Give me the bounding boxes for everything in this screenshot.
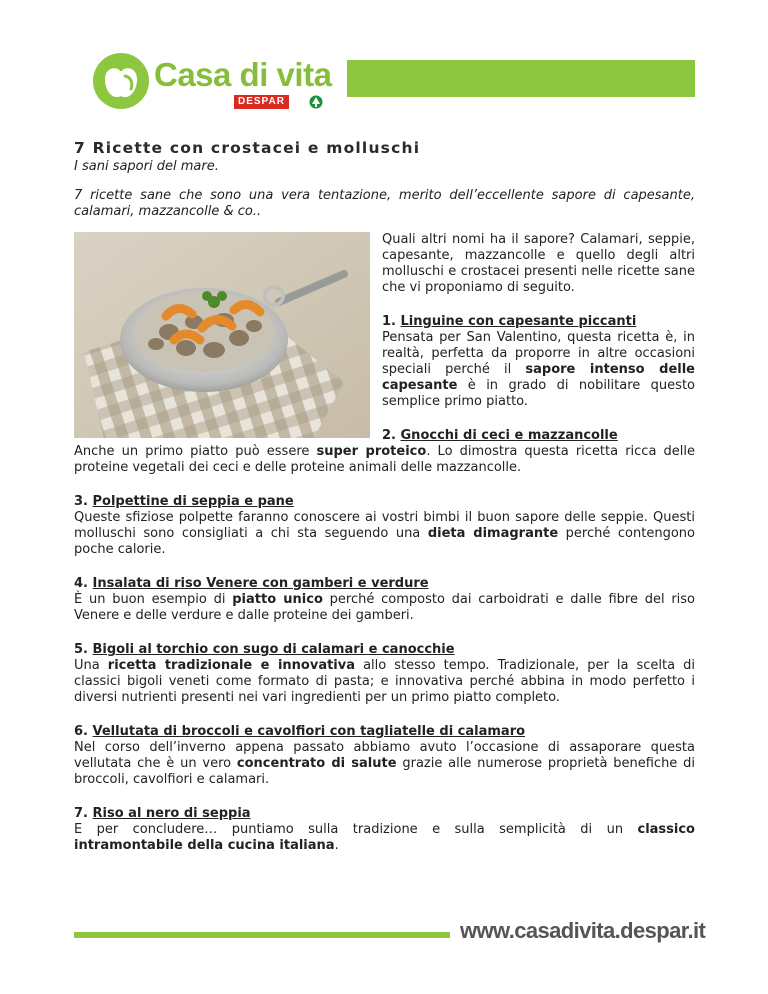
apple-icon <box>92 52 150 110</box>
despar-badge: DESPAR <box>234 95 289 109</box>
recipe-item <box>74 494 695 558</box>
brand-logo[interactable] <box>92 52 332 110</box>
seafood-dish-photo <box>74 232 370 438</box>
recipe-title[interactable]: 5. Bigoli al torchio con sugo di calamari e canocchie <box>74 642 455 657</box>
article-lead: Quali altri nomi ha il sapore? Calamari, seppie, capesante, mazzancolle e quello degli altri molluschi e crostacei presenti nelle ricette sane che vi proponiamo di seguito. <box>382 232 695 295</box>
despar-tree-icon <box>309 95 323 109</box>
recipe-item <box>74 806 695 854</box>
article-subtitle: I sani sapori del mare. <box>74 159 219 174</box>
recipe-title[interactable]: 3. Polpettine di seppia e pane <box>74 494 294 509</box>
recipe-title[interactable]: 4. Insalata di riso Venere con gamberi e verdure <box>74 576 429 591</box>
recipe-description: Nel corso dell’inverno appena passato abbiamo avuto l’occasione di assaporare questa vellutata che è un vero concentrato di salute grazie alle numerose proprietà benefiche di broccoli, cavolfiori e calamari. <box>74 740 695 787</box>
recipe-item <box>74 576 695 624</box>
footer-accent-bar <box>74 932 450 938</box>
recipe-title[interactable]: 2. Gnocchi di ceci e mazzancolle <box>382 428 618 443</box>
recipe-description: Anche un primo piatto può essere super proteico. Lo dimostra questa ricetta ricca delle proteine vegetali dei ceci e delle proteine animali delle mazzancolle. <box>74 444 696 475</box>
article-title: 7 Ricette con crostacei e molluschi <box>74 139 421 157</box>
article <box>74 138 695 854</box>
recipe-description: Pensata per San Valentino, questa ricetta è, in realtà, perfetta da proporre in altre occasioni speciali perché il sapore intenso delle capesante è in grado di nobilitare questo semplice primo piatto. <box>382 330 695 409</box>
recipe-item <box>74 724 695 788</box>
footer-url-link[interactable]: www.casadivita.despar.it <box>460 918 706 943</box>
recipe-description: È un buon esempio di piatto unico perché composto dai carboidrati e dalle fibre del riso Venere e delle verdure e dalle proteine dei gamberi. <box>74 592 696 623</box>
recipe-title[interactable]: 7. Riso al nero di seppia <box>74 806 251 821</box>
header-accent-bar <box>347 60 695 97</box>
recipe-description: Queste sfiziose polpette faranno conoscere ai vostri bimbi il buon sapore delle seppie. Questi molluschi sono consigliati a chi sta seguendo una dieta dimagrante perché contengono poche calorie. <box>74 510 695 557</box>
recipe-description: E per concludere… puntiamo sulla tradizione e sulla semplicità di un classico intramontabile della cucina italiana. <box>74 822 695 853</box>
recipe-title[interactable]: 1. Linguine con capesante piccanti <box>382 314 637 329</box>
recipe-item <box>74 642 695 706</box>
brand-name: Casa di vita <box>154 56 332 93</box>
recipe-title[interactable]: 6. Vellutata di broccoli e cavolfiori con tagliatelle di calamaro <box>74 724 526 739</box>
article-intro: 7 ricette sane che sono una vera tentazione, merito dell’eccellente sapore di capesante, calamari, mazzancolle & co.. <box>74 188 695 219</box>
recipe-description: Una ricetta tradizionale e innovativa allo stesso tempo. Tradizionale, per la scelta di classici bigoli veneti come formato di pasta; e innovativa perché abbina in modo perfetto i diversi nutrienti presenti nei vari ingredienti per un primo piatto completo. <box>74 658 695 705</box>
